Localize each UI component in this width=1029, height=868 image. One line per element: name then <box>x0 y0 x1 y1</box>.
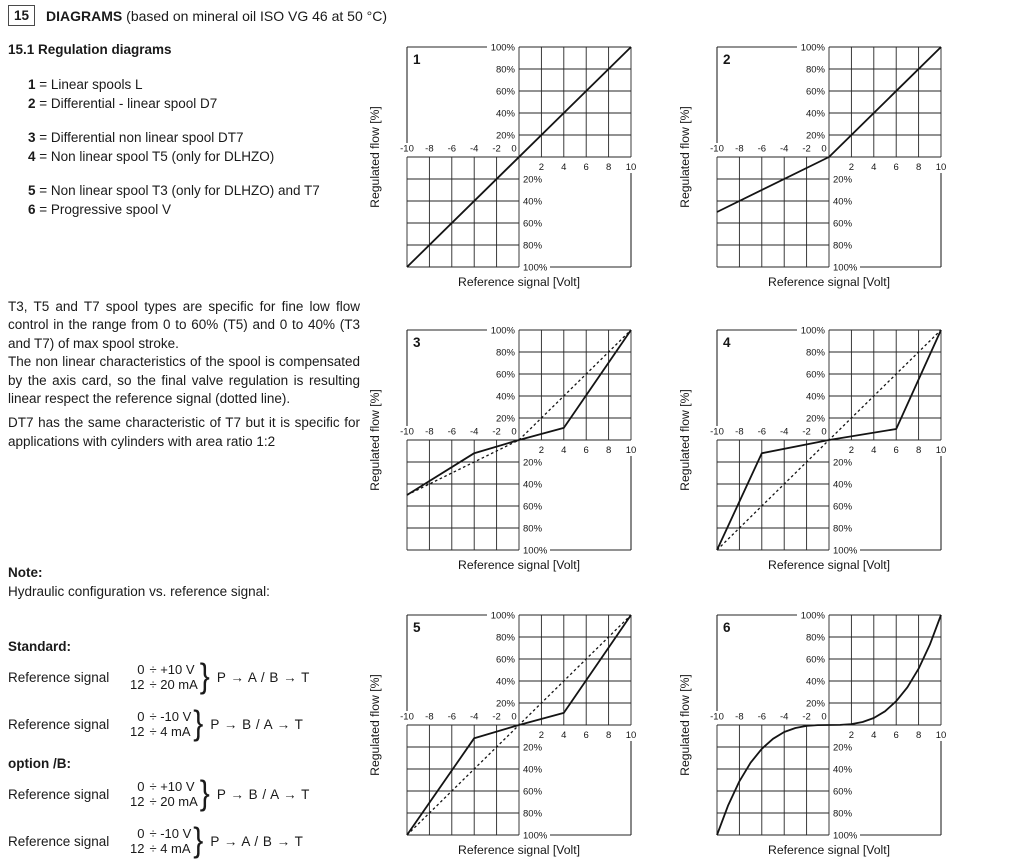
svg-text:100%: 100% <box>523 262 548 274</box>
range-bottom-value: ÷ 4 mA <box>149 841 191 856</box>
range-top-value: ÷ +10 V <box>149 778 195 794</box>
svg-text:40%: 40% <box>833 764 853 776</box>
svg-text:-4: -4 <box>469 711 479 723</box>
diagram-number: 3 <box>413 335 421 350</box>
regulation-diagram-2 <box>672 39 962 291</box>
range-bottom-number: 12 <box>130 677 145 692</box>
legend-item-text: = Non linear spool T3 (only for DLHZO) and T7 <box>35 183 320 198</box>
legend-item-number: 5 <box>28 183 36 198</box>
svg-text:80%: 80% <box>495 632 515 644</box>
svg-text:40%: 40% <box>833 479 853 491</box>
signal-row-label: Reference signal <box>8 669 110 685</box>
svg-text:-6: -6 <box>757 143 767 155</box>
svg-text:40%: 40% <box>523 479 543 491</box>
svg-text:20%: 20% <box>495 130 515 142</box>
svg-text:-6: -6 <box>447 426 457 438</box>
svg-text:20%: 20% <box>495 413 515 425</box>
svg-text:-10: -10 <box>400 426 414 438</box>
svg-text:-8: -8 <box>735 711 744 723</box>
svg-text:80%: 80% <box>833 808 853 820</box>
svg-text:0: 0 <box>511 711 517 723</box>
svg-text:4: 4 <box>561 730 567 741</box>
regulation-diagram-6 <box>672 607 962 859</box>
legend-item-number: 2 <box>28 95 36 111</box>
svg-text:4: 4 <box>871 445 877 456</box>
svg-text:-4: -4 <box>779 143 789 155</box>
svg-text:80%: 80% <box>523 523 543 535</box>
x-axis-title: Reference signal [Volt] <box>458 275 580 289</box>
range-top-number: 0 <box>137 708 145 724</box>
legend-item-number: 6 <box>28 201 36 217</box>
signal-row-label: Reference signal <box>8 833 110 849</box>
svg-text:60%: 60% <box>833 786 853 798</box>
svg-text:20%: 20% <box>523 174 543 186</box>
legend-item-text: = Linear spools L <box>35 77 143 92</box>
svg-text:80%: 80% <box>833 240 853 252</box>
svg-text:100%: 100% <box>490 610 515 622</box>
hydraulic-mapping: P → B / A → T <box>216 786 310 802</box>
svg-text:100%: 100% <box>490 325 515 337</box>
svg-text:100%: 100% <box>833 545 858 557</box>
section-number-box: 15 <box>8 5 35 26</box>
svg-text:-8: -8 <box>425 426 434 438</box>
svg-text:60%: 60% <box>805 369 825 381</box>
svg-text:4: 4 <box>561 445 567 456</box>
svg-text:20%: 20% <box>833 742 853 754</box>
svg-text:-10: -10 <box>710 426 724 438</box>
range-top-value: ÷ +10 V <box>149 661 195 677</box>
svg-text:6: 6 <box>893 445 899 456</box>
svg-text:10: 10 <box>935 730 947 741</box>
svg-text:60%: 60% <box>523 501 543 513</box>
svg-text:4: 4 <box>871 162 877 173</box>
svg-text:60%: 60% <box>833 218 853 230</box>
x-axis-title: Reference signal [Volt] <box>458 843 580 857</box>
diagram-number: 5 <box>413 620 421 635</box>
range-top-number: 0 <box>137 661 145 677</box>
range-bottom-number: 12 <box>130 724 145 739</box>
svg-text:-8: -8 <box>735 143 744 155</box>
range-top-value: ÷ -10 V <box>149 708 192 724</box>
svg-text:0: 0 <box>821 143 827 155</box>
y-axis-title: Regulated flow [%] <box>368 106 382 208</box>
svg-text:-4: -4 <box>779 711 789 723</box>
svg-text:-6: -6 <box>447 143 457 155</box>
svg-text:6: 6 <box>893 162 899 173</box>
svg-text:8: 8 <box>915 730 922 741</box>
y-axis-title: Regulated flow [%] <box>368 674 382 776</box>
svg-text:40%: 40% <box>805 108 825 120</box>
svg-text:20%: 20% <box>833 174 853 186</box>
svg-text:-4: -4 <box>779 426 789 438</box>
svg-text:8: 8 <box>915 445 922 456</box>
range-bottom-number: 12 <box>130 841 145 856</box>
svg-text:100%: 100% <box>800 325 825 337</box>
svg-text:80%: 80% <box>833 523 853 535</box>
svg-text:100%: 100% <box>800 610 825 622</box>
y-axis-title: Regulated flow [%] <box>678 674 692 776</box>
svg-text:8: 8 <box>605 730 612 741</box>
svg-text:20%: 20% <box>495 698 515 710</box>
signal-row-label: Reference signal <box>8 786 110 802</box>
svg-text:40%: 40% <box>495 676 515 688</box>
svg-text:20%: 20% <box>805 130 825 142</box>
svg-text:0: 0 <box>821 426 827 438</box>
svg-text:60%: 60% <box>833 501 853 513</box>
svg-text:40%: 40% <box>495 108 515 120</box>
svg-text:2: 2 <box>848 162 855 173</box>
hydraulic-mapping: P → A / B → T <box>216 669 310 685</box>
range-top-value: ÷ -10 V <box>149 825 192 841</box>
regulation-diagram-3 <box>362 322 652 574</box>
svg-text:0: 0 <box>511 143 517 155</box>
svg-text:6: 6 <box>583 162 589 173</box>
svg-text:-8: -8 <box>735 426 744 438</box>
y-axis-title: Regulated flow [%] <box>368 389 382 491</box>
svg-text:40%: 40% <box>805 391 825 403</box>
svg-text:10: 10 <box>935 162 947 173</box>
diagram-number: 1 <box>413 52 421 67</box>
regulation-diagram-5 <box>362 607 652 859</box>
brace-glyph: } <box>193 821 204 860</box>
svg-text:8: 8 <box>605 162 612 173</box>
svg-text:2: 2 <box>848 445 855 456</box>
note-text: Hydraulic configuration vs. reference signal: <box>8 584 270 599</box>
svg-text:20%: 20% <box>805 698 825 710</box>
svg-text:80%: 80% <box>523 240 543 252</box>
regulation-diagram-1 <box>362 39 652 291</box>
page-title-subtitle: (based on mineral oil ISO VG 46 at 50 °C) <box>126 7 387 24</box>
svg-text:-10: -10 <box>710 143 724 155</box>
svg-text:10: 10 <box>935 445 947 456</box>
svg-text:-8: -8 <box>425 143 434 155</box>
svg-text:80%: 80% <box>805 64 825 76</box>
svg-text:-2: -2 <box>492 143 501 155</box>
svg-text:-10: -10 <box>400 711 414 723</box>
svg-text:20%: 20% <box>523 457 543 469</box>
page-title-main: DIAGRAMS <box>46 7 123 24</box>
svg-text:80%: 80% <box>805 632 825 644</box>
svg-text:40%: 40% <box>833 196 853 208</box>
svg-text:20%: 20% <box>805 413 825 425</box>
hydraulic-mapping: P → B / A → T <box>210 716 304 732</box>
svg-text:80%: 80% <box>805 347 825 359</box>
svg-text:100%: 100% <box>833 830 858 842</box>
svg-text:20%: 20% <box>833 457 853 469</box>
svg-text:80%: 80% <box>495 64 515 76</box>
diagram-number: 2 <box>723 52 731 67</box>
svg-text:-8: -8 <box>425 711 434 723</box>
signal-group-heading: Standard: <box>8 639 72 654</box>
section-title: 15.1 Regulation diagrams <box>8 42 172 57</box>
svg-text:-6: -6 <box>757 711 767 723</box>
svg-text:10: 10 <box>625 730 637 741</box>
regulation-diagram-4 <box>672 322 962 574</box>
svg-text:20%: 20% <box>523 742 543 754</box>
svg-text:-6: -6 <box>757 426 767 438</box>
svg-text:4: 4 <box>871 730 877 741</box>
svg-text:-4: -4 <box>469 426 479 438</box>
svg-text:6: 6 <box>583 445 589 456</box>
svg-text:-2: -2 <box>492 711 501 723</box>
legend-item-text: = Non linear spool T5 (only for DLHZO) <box>35 148 275 164</box>
svg-text:2: 2 <box>848 730 855 741</box>
svg-text:-10: -10 <box>400 143 414 155</box>
range-top-number: 0 <box>137 825 145 841</box>
svg-text:10: 10 <box>625 445 637 456</box>
range-bottom-value: ÷ 4 mA <box>149 724 191 739</box>
svg-text:60%: 60% <box>495 86 515 98</box>
range-bottom-value: ÷ 20 mA <box>149 677 198 692</box>
brace-glyph: } <box>199 774 210 813</box>
svg-text:40%: 40% <box>523 764 543 776</box>
svg-text:0: 0 <box>821 711 827 723</box>
signal-row-label: Reference signal <box>8 716 110 732</box>
x-axis-title: Reference signal [Volt] <box>768 843 890 857</box>
description-paragraph: DT7 has the same characteristic of T7 but it is specific for applications with cylinders with area ratio 1:2 <box>8 415 360 449</box>
svg-text:60%: 60% <box>805 654 825 666</box>
diagram-number: 4 <box>723 335 731 350</box>
svg-text:-10: -10 <box>710 711 724 723</box>
range-bottom-number: 12 <box>130 794 145 809</box>
svg-text:60%: 60% <box>523 218 543 230</box>
svg-text:40%: 40% <box>805 676 825 688</box>
svg-text:-2: -2 <box>802 143 811 155</box>
svg-text:100%: 100% <box>523 830 548 842</box>
svg-text:80%: 80% <box>523 808 543 820</box>
svg-text:0: 0 <box>511 426 517 438</box>
x-axis-title: Reference signal [Volt] <box>768 275 890 289</box>
description-paragraph: The non linear characteristics of the spool is compensated by the axis card, so the final valve regulation is resulting linear respect the reference signal (dotted line). <box>8 354 360 407</box>
svg-text:-2: -2 <box>492 426 501 438</box>
svg-text:-2: -2 <box>802 711 811 723</box>
x-axis-title: Reference signal [Volt] <box>458 558 580 572</box>
y-axis-title: Regulated flow [%] <box>678 106 692 208</box>
description-paragraph: T3, T5 and T7 spool types are specific for fine low flow control in the range from 0 to 60% (T5) and 0 to 40% (T3 and T7) of max spool stroke. <box>8 299 360 351</box>
signal-group-heading: option /B: <box>8 756 71 771</box>
diagram-number: 6 <box>723 620 731 635</box>
svg-text:8: 8 <box>605 445 612 456</box>
legend-item-number: 3 <box>28 130 36 145</box>
svg-text:4: 4 <box>561 162 567 173</box>
note-heading: Note: <box>8 565 43 580</box>
legend-item-text: = Differential non linear spool DT7 <box>35 130 244 145</box>
svg-text:40%: 40% <box>523 196 543 208</box>
svg-text:60%: 60% <box>805 86 825 98</box>
tick-labels <box>710 611 946 842</box>
hydraulic-mapping: P → A / B → T <box>210 833 304 849</box>
legend-item-number: 4 <box>28 148 36 164</box>
svg-text:2: 2 <box>538 730 545 741</box>
svg-text:8: 8 <box>915 162 922 173</box>
svg-text:2: 2 <box>538 445 545 456</box>
legend-item-text: = Differential - linear spool D7 <box>35 95 218 111</box>
legend-item-text: = Progressive spool V <box>35 201 171 217</box>
y-axis-title: Regulated flow [%] <box>678 389 692 491</box>
svg-text:80%: 80% <box>495 347 515 359</box>
brace-glyph: } <box>193 704 204 743</box>
brace-glyph: } <box>199 657 210 696</box>
svg-text:60%: 60% <box>495 654 515 666</box>
svg-text:100%: 100% <box>800 42 825 54</box>
svg-text:6: 6 <box>583 730 589 741</box>
svg-text:-4: -4 <box>469 143 479 155</box>
x-axis-title: Reference signal [Volt] <box>768 558 890 572</box>
svg-text:100%: 100% <box>833 262 858 274</box>
svg-text:6: 6 <box>893 730 899 741</box>
svg-text:10: 10 <box>625 162 637 173</box>
svg-text:-6: -6 <box>447 711 457 723</box>
svg-text:40%: 40% <box>495 391 515 403</box>
svg-text:2: 2 <box>538 162 545 173</box>
range-bottom-value: ÷ 20 mA <box>149 794 198 809</box>
range-top-number: 0 <box>137 778 145 794</box>
legend-item-number: 1 <box>28 77 36 92</box>
svg-text:100%: 100% <box>523 545 548 557</box>
svg-text:60%: 60% <box>495 369 515 381</box>
svg-text:-2: -2 <box>802 426 811 438</box>
svg-text:60%: 60% <box>523 786 543 798</box>
svg-text:100%: 100% <box>490 42 515 54</box>
